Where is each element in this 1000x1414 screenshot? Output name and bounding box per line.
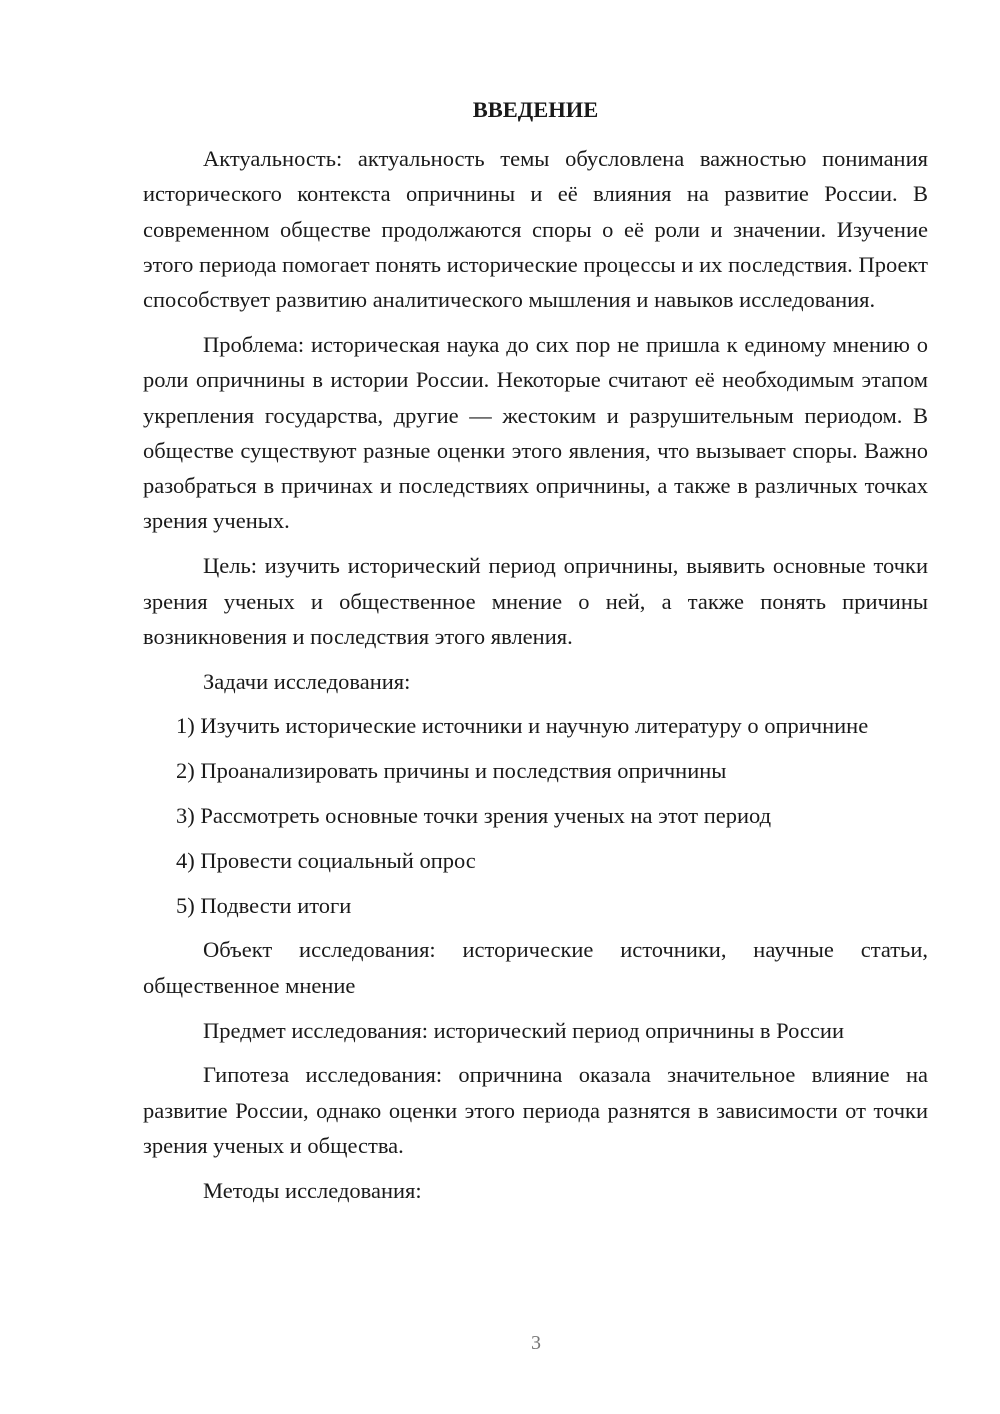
task-item-2: 2) Проанализировать причины и последствия опричнины <box>176 758 727 784</box>
paragraph-methods-heading: Методы исследования: <box>203 1177 422 1203</box>
paragraph-goal: Цель: изучить исторический период опричнины, выявить основные точки зрения ученых и общественное мнение о ней, а также понять причины возникновения и последствия этого явления. <box>143 553 928 649</box>
document-body <box>143 92 928 1218</box>
section-heading: ВВЕДЕНИЕ <box>472 97 599 122</box>
paragraph-tasks-heading: Задачи исследования: <box>203 668 411 694</box>
paragraph-problem: Проблема: историческая наука до сих пор не пришла к единому мнению о роли опричнины в истории России. Некоторые считают её необходимым этапом укрепления государства, другие — жестоким и разрушительным периодом. В обществе существуют разные оценки этого явления, что вызывает споры. Важно разобраться в причинах и последствиях опричнины, а также в различных точках зрения ученых. <box>143 331 928 534</box>
task-item-3: 3) Рассмотреть основные точки зрения ученых на этот период <box>176 803 772 829</box>
paragraph-object: Объект исследования: исторические источники, научные статьи, общественное мнение <box>143 937 928 998</box>
task-item-4: 4) Провести социальный опрос <box>176 847 476 873</box>
task-item-5: 5) Подвести итоги <box>176 892 352 918</box>
paragraph-hypothesis: Гипотеза исследования: опричнина оказала значительное влияние на развитие России, однако оценки этого периода разнятся в зависимости от точки зрения ученых и общества. <box>143 1062 928 1158</box>
task-item-1: 1) Изучить исторические источники и научную литературу о опричнине <box>176 713 869 739</box>
paragraph-subject: Предмет исследования: исторический период опричнины в России <box>203 1017 844 1043</box>
page-number: 3 <box>531 1332 541 1354</box>
paragraph-relevance: Актуальность: актуальность темы обусловлена важностью понимания исторического контекста опричнины и её влияния на развитие России. В современном обществе продолжаются споры о её роли и значении. Изучение этого периода помогает понять исторические процессы и их последствия. Проект способствует развитию аналитического мышления и навыков исследования. <box>143 146 928 313</box>
